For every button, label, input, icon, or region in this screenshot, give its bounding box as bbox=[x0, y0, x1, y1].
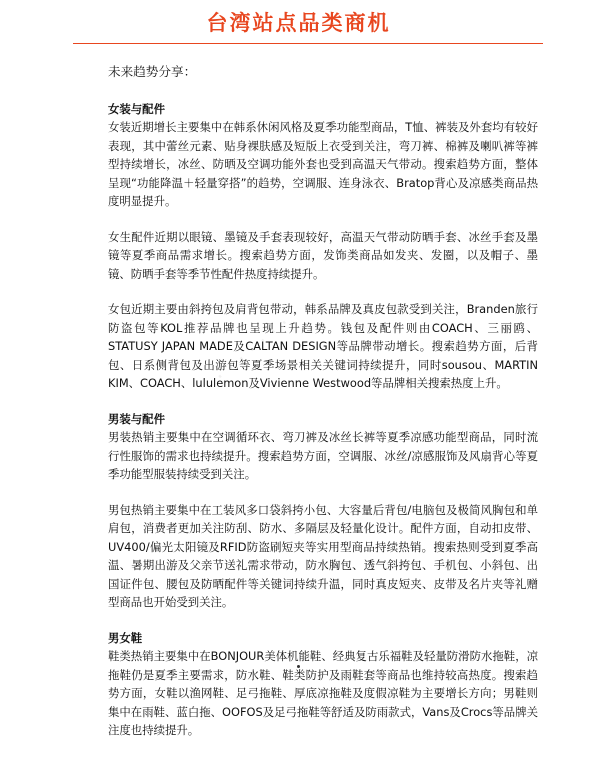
paragraph-womenswear: 女装近期增长主要集中在韩系休闲风格及夏季功能型商品，T恤、裤装及外套均有较好表现，其中蕾丝元素、贴身裸肤感及短版上衣受到关注，弯刀裤、棉裤及喇叭裤等裤型持续增长，冰丝、防晒及空调功能外套也受到高温天气带动。搜索趋势方面，整体呈现“功能降温＋轻量穿搭”的趋势，空调服、连身泳衣、Bratop背心及凉感类商品热度明显提升。 bbox=[108, 120, 538, 208]
article-body bbox=[108, 63, 538, 757]
paragraph-men-bags: 男包热销主要集中在工装风多口袋斜挎小包、大容量后背包/电脑包及极简风胸包和单肩包，消费者更加关注防刮、防水、多隔层及轻量化设计。配件方面，自动扣皮带、UV400/偏光太阳镜及RFID防盗刷短夹等实用型商品持续热销。搜索热则受到夏季高温、暑期出游及父亲节送礼需求带动，防水胸包、透气斜挎包、手机包、小斜包、出国证件包、腰包及防晒配件等关键词持续升温，同时真皮短夹、皮带及名片夹等礼赠型商品也开始受到关注。 bbox=[108, 502, 538, 609]
title-divider bbox=[73, 43, 543, 44]
paragraph-women-bags: 女包近期主要由斜挎包及肩背包带动，韩系品牌及真皮包款受到关注，Branden旅行防盗包等KOL推荐品牌也呈现上升趋势。钱包及配件则由COACH、三丽鸥、STATUSY JAPAN MADE及CALTAN DESIGN等品牌带动增长。搜索趋势方面，后背包、日系侧背包及出游包等夏季场景相关关键词持续提升，同时sousou、MARTIN KIM、COACH、lululemon及Vivienne Westwood等品牌相关搜索热度上升。 bbox=[108, 302, 538, 390]
paragraph-women-accessories: 女生配件近期以眼镜、墨镜及手套表现较好，高温天气带动防晒手套、冰丝手套及墨镜等夏季商品需求增长。搜索趋势方面，发饰类商品如发夹、发圈，以及帽子、墨镜、防晒手套等季节性配件热度持续提升。 bbox=[108, 229, 538, 281]
paragraph-menswear: 男装热销主要集中在空调循环衣、弯刀裤及冰丝长裤等夏季凉感功能型商品，同时流行性服饰的需求也持续提升。搜索趋势方面，空调服、冰丝/凉感服饰及风扇背心等夏季功能型服装持续受到关注。 bbox=[108, 430, 538, 481]
intro-heading: 未来趋势分享： bbox=[108, 64, 197, 79]
paragraph-shoes: 鞋类热销主要集中在BONJOUR美体机能鞋、经典复古乐福鞋及轻量防滑防水拖鞋，凉拖鞋仍是夏季主要需求，防水鞋、鞋类防护及雨鞋套等商品也维持较高热度。搜索趋势方面，女鞋以渔网鞋、足弓拖鞋、厚底凉拖鞋及度假凉鞋为主要增长方向；男鞋则集中在雨鞋、蓝白拖、OOFOS及足弓拖鞋等舒适及防雨款式，Vans及Crocs等品牌关注度也持续提升。 bbox=[108, 649, 538, 737]
section-heading-shoes: 男女鞋 bbox=[108, 630, 143, 645]
section-heading-womenswear: 女装与配件 bbox=[108, 101, 165, 116]
page-marker bbox=[297, 665, 300, 668]
page-title: 台湾站点品类商机 bbox=[206, 11, 391, 35]
section-heading-menswear: 男装与配件 bbox=[108, 411, 165, 426]
watermark: · · · · · · · · bbox=[210, 302, 307, 390]
